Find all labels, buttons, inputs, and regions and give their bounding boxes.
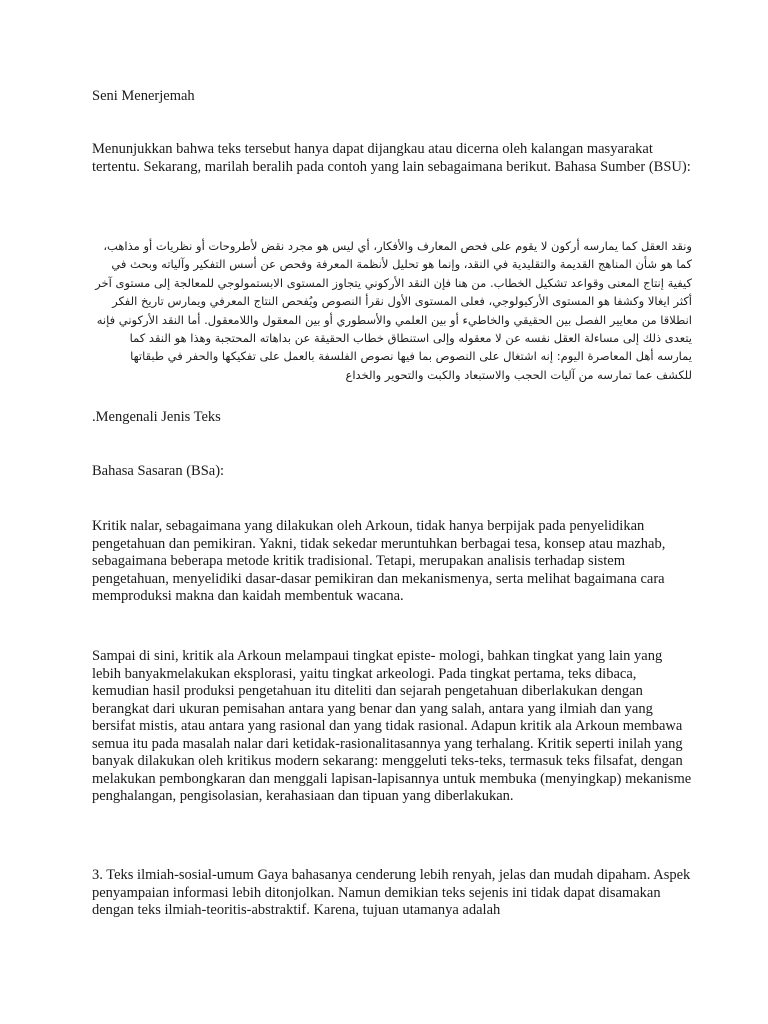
document-title: Seni Menerjemah [92,88,195,104]
paragraph-arkoun: Sampai di sini, kritik ala Arkoun melampaui tingkat episte- mologi, bahkan tingkat yang lain yang lebih banyakmelakukan eksplorasi, yaitu tingkat arkeologi. Pada tingkat pertama, teks dibaca, kemudian hasil produksi pengetahuan itu diteliti dan sejarah pengetahuan diberlakukan dengan berangkat dari ukuran pemisahan antara yang benar dan yang salah, antara yang ilmiah dan yang bersifat mistis, atau antara yang rasional dan yang tidak rasional. Adapun kritik ala Arkoun membawa semua itu pada masalah nalar dari ketidak-rasionalitasannya yang terhalang. Kritik seperti inilah yang banyak dilakukan oleh kritikus modern sekarang: menggeluti teks-teks, termasuk teks filsafat, dengan melakukan pembongkaran dan menggali lapisan-lapisannya untuk membuka (menyingkap) mekanisme penghalangan, pengisolasian, kerahasiaan dan tipuan yang diberlakukan. [92,648,692,804]
paragraph-intro: Menunjukkan bahwa teks tersebut hanya dapat dijangkau atau dicerna oleh kalangan masyarakat tertentu. Sekarang, marilah beralih pada contoh yang lain sebagaimana berikut. Bahasa Sumber (BSU): [92,141,691,175]
arabic-source-text: ونقد العقل كما يمارسه أركون لا يقوم على فحص المعارف والأفكار، أي ليس هو مجرد نقض لأطروحات أو نظريات أو مذاهب، كما هو شأن المناهج القديمة والتقليدية في النقد، وإنما هو تحليل لأنظمة المعرفة وفحص عن أسس التفكير وآلياته وبحث في كيفية إنتاج المعنى وقواعد تشكيل الخطاب. من هنا فإن النقد الأركوني يتجاوز المستوى الابستمولوجي للمعالجة إلى مستوى آخر أكثر ايغالا وكشفا هو المستوى الأركيولوجي، فعلى المستوى الأول نقرأ النصوص ويُفحص النتاج المعرفي ويمارس تاريخ الفكر انطلاقا من معايير الفصل بين الحقيقي والخاطيء أو بين العلمي والأسطوري أو بين المعقول واللامعقول. أما النقد الأركوني فإنه يتعدى ذلك إلى مساءلة العقل نفسه عن لا معقوله وإلى استنطاق خطاب الحقيقة عن بداهاته المحتجبة وهذا هو النقد كما يمارسه أهل المعاصرة اليوم: إنه اشتغال على النصوص بما فيها نصوص الفلسفة بالعمل على تفكيكها والحفر في طبقاتها للكشف عما تمارسه من آليات الحجب والاستبعاد والكبت والتحوير والخداع [95,239,692,382]
section-heading-jenis-teks: .Mengenali Jenis Teks [92,409,221,425]
target-language-label: Bahasa Sasaran (BSa): [92,463,225,479]
paragraph-kritik-nalar: Kritik nalar, sebagaimana yang dilakukan oleh Arkoun, tidak hanya berpijak pada penyelidikan pengetahuan dan pemikiran. Yakni, tidak sekedar meruntuhkan berbagai tesa, konsep atau mazhab, sebagaimana beberapa metode kritik tradisional. Tetapi, merupakan analisis terhadap sistem pengetahuan, menyelidiki dasar-dasar pemikiran dan mekanismenya, serta melihat bagaimana cara memproduksi makna dan kaidah membentuk wacana. [92,518,666,604]
paragraph-teks-ilmiah: 3. Teks ilmiah-sosial-umum Gaya bahasanya cenderung lebih renyah, jelas dan mudah dipaham. Aspek penyampaian informasi lebih ditonjolkan. Namun demikian teks sejenis ini tidak dapat disamakan dengan teks ilmiah-teoritis-abstraktif. Karena, tujuan utamanya adalah [92,867,691,918]
